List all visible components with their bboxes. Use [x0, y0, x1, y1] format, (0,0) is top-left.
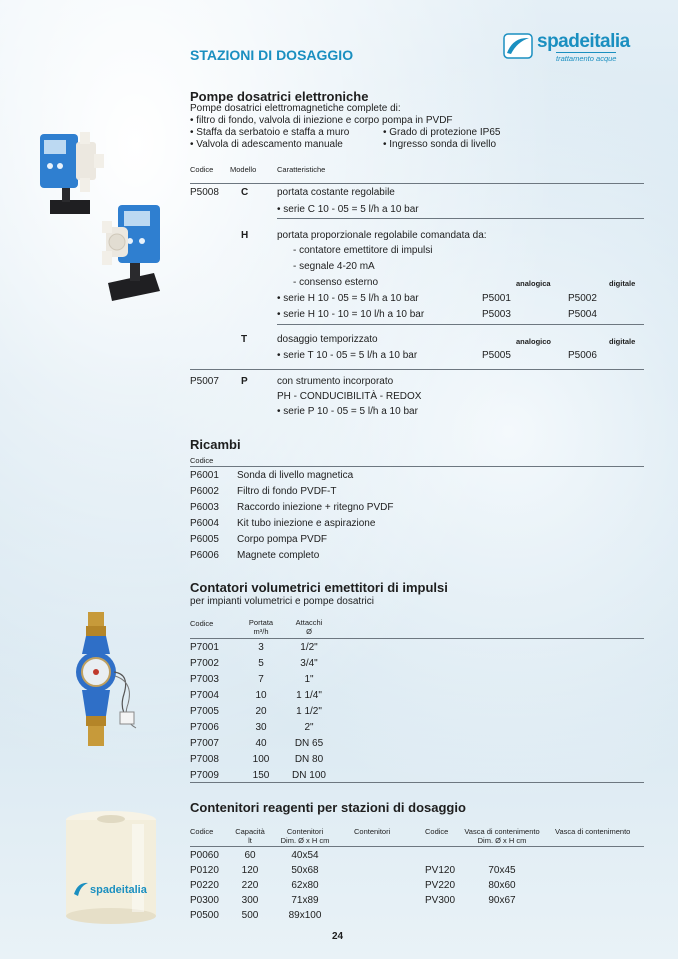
pump-code: P5008 — [190, 187, 219, 198]
col-header-contenitori-2: Contenitori — [354, 827, 391, 836]
page-title: STAZIONI DI DOSAGGIO — [190, 47, 354, 63]
meters-subtitle: per impianti volumetrici e pompe dosatrici — [190, 596, 374, 607]
meter-code: P7008 — [190, 754, 219, 765]
pumps-feature: • Staffa da serbatoio e staffa a muro — [190, 127, 350, 138]
pump-code-digital: P5002 — [568, 293, 597, 304]
col-header-modello: Modello — [230, 165, 257, 174]
basin-code: PV220 — [425, 880, 456, 891]
container-capacity: 500 — [241, 910, 259, 921]
meters-section-title: Contatori volumetrici emettitori di impulsi — [190, 580, 448, 595]
pump-image-2 — [100, 201, 166, 303]
divider — [190, 782, 644, 783]
meter-code: P7009 — [190, 770, 219, 781]
divider — [190, 369, 644, 370]
spare-desc: Magnete completo — [237, 550, 320, 561]
divider — [190, 183, 644, 184]
container-capacity: 300 — [241, 895, 259, 906]
meter-code: P7002 — [190, 658, 219, 669]
logo-wave-icon — [503, 33, 533, 59]
container-code: P0060 — [190, 850, 219, 861]
pump-feature-line: portata costante regolabile — [277, 187, 395, 198]
meter-portata: 20 — [255, 706, 267, 717]
col-header-codice: Codice — [190, 619, 214, 628]
col-header-codice-2: Codice — [425, 827, 449, 836]
meter-portata: 40 — [255, 738, 267, 749]
analog-label: analogica — [516, 279, 551, 288]
meter-portata: 5 — [258, 658, 264, 669]
basin-dimension: 70x45 — [488, 865, 516, 876]
meter-attacchi: 1 1/2" — [296, 706, 322, 717]
col-header-caratteristiche: Caratteristiche — [277, 165, 326, 174]
spares-section-title: Ricambi — [190, 437, 241, 452]
pump-feature-line: - segnale 4-20 mA — [293, 261, 375, 272]
pump-code-analog: P5005 — [482, 350, 511, 361]
col-header-capacita: Capacità lt — [235, 827, 265, 845]
spare-desc: Filtro di fondo PVDF-T — [237, 486, 337, 497]
pump-image-1 — [36, 128, 106, 220]
pumps-feature: • Valvola di adescamento manuale — [190, 139, 343, 150]
pump-code-analog: P5001 — [482, 293, 511, 304]
meter-portata: 7 — [258, 674, 264, 685]
meter-portata: 10 — [255, 690, 267, 701]
pump-model: C — [241, 187, 249, 198]
col-header-codice: Codice — [190, 456, 214, 465]
spare-code: P6005 — [190, 534, 219, 545]
analog-label: analogico — [516, 337, 552, 346]
tank-logo-text: spadeitalia — [90, 884, 147, 896]
meter-attacchi: 1/2" — [300, 642, 318, 653]
spare-desc: Kit tubo iniezione e aspirazione — [237, 518, 376, 529]
basin-code: PV300 — [425, 895, 456, 906]
pump-code-analog: P5003 — [482, 309, 511, 320]
pump-code: P5007 — [190, 376, 219, 387]
brand-name: spadeitalia — [537, 31, 630, 52]
container-code: P0300 — [190, 895, 219, 906]
pumps-feature: • Ingresso sonda di livello — [383, 139, 497, 150]
pump-model: H — [241, 230, 249, 241]
spare-code: P6001 — [190, 470, 219, 481]
basin-code: PV120 — [425, 865, 456, 876]
spare-desc: Corpo pompa PVDF — [237, 534, 328, 545]
meter-attacchi: 1 1/4" — [296, 690, 322, 701]
container-code: P0220 — [190, 880, 219, 891]
pump-series: • serie C 10 - 05 = 5 l/h a 10 bar — [277, 204, 419, 215]
container-dimension: 71x89 — [291, 895, 319, 906]
col-header-codice: Codice — [190, 827, 214, 836]
meter-code: P7005 — [190, 706, 219, 717]
spare-desc: Sonda di livello magnetica — [237, 470, 354, 481]
pump-feature-line: portata proporzionale regolabile comandata da: — [277, 230, 487, 241]
col-header-vasca-2: Vasca di contenimento — [555, 827, 631, 836]
divider — [190, 466, 644, 467]
col-header-attacchi: Attacchi Ø — [295, 618, 323, 636]
pump-feature-line: dosaggio temporizzato — [277, 334, 378, 345]
pump-feature-line: PH - CONDUCIBILITÀ - REDOX — [277, 391, 422, 402]
pump-feature-line: - contatore emettitore di impulsi — [293, 245, 433, 256]
pumps-intro: Pompe dosatrici elettromagnetiche complete di: — [190, 103, 401, 114]
meter-attacchi: 3/4" — [300, 658, 318, 669]
meter-code: P7004 — [190, 690, 219, 701]
meter-portata: 100 — [252, 754, 270, 765]
pumps-section-title: Pompe dosatrici elettroniche — [190, 89, 369, 104]
container-dimension: 40x54 — [291, 850, 319, 861]
spare-code: P6002 — [190, 486, 219, 497]
pump-series: • serie H 10 - 10 = 10 l/h a 10 bar — [277, 309, 425, 320]
divider — [190, 638, 644, 639]
meter-portata: 150 — [252, 770, 270, 781]
container-code: P0120 — [190, 865, 219, 876]
container-dimension: 50x68 — [291, 865, 319, 876]
pump-model: P — [241, 376, 248, 387]
brand-logo — [503, 31, 653, 65]
spare-code: P6003 — [190, 502, 219, 513]
col-header-codice: Codice — [190, 165, 214, 174]
col-header-portata: Portata m³/h — [248, 618, 274, 636]
pump-feature-line: con strumento incorporato — [277, 376, 394, 387]
water-meter-image — [74, 612, 146, 754]
digital-label: digitale — [609, 279, 636, 288]
container-dimension: 62x80 — [291, 880, 319, 891]
pump-feature-line: - consenso esterno — [293, 277, 379, 288]
divider — [277, 218, 644, 219]
container-capacity: 220 — [241, 880, 259, 891]
meter-attacchi: DN 65 — [294, 738, 324, 749]
meter-portata: 3 — [258, 642, 264, 653]
pumps-feature: • filtro di fondo, valvola di iniezione e corpo pompa in PVDF — [190, 115, 453, 126]
col-header-contenitori: Contenitori Dim. Ø x H cm — [280, 827, 330, 845]
pump-series: • serie P 10 - 05 = 5 l/h a 10 bar — [277, 406, 418, 417]
pump-series: • serie H 10 - 05 = 5 l/h a 10 bar — [277, 293, 419, 304]
container-code: P0500 — [190, 910, 219, 921]
container-capacity: 60 — [244, 850, 256, 861]
reagent-tank-image — [60, 808, 162, 926]
divider — [190, 846, 644, 847]
pump-model: T — [241, 334, 248, 345]
meter-attacchi: 2" — [304, 722, 314, 733]
container-dimension: 89x100 — [288, 910, 322, 921]
spare-code: P6006 — [190, 550, 219, 561]
digital-label: digitale — [609, 337, 636, 346]
divider — [277, 324, 644, 325]
pump-series: • serie T 10 - 05 = 5 l/h a 10 bar — [277, 350, 418, 361]
pumps-feature: • Grado di protezione IP65 — [383, 127, 501, 138]
pump-code-digital: P5004 — [568, 309, 597, 320]
col-header-vasca: Vasca di contenimento Dim. Ø x H cm — [464, 827, 540, 845]
meter-attacchi: 1" — [304, 674, 314, 685]
meter-attacchi: DN 80 — [294, 754, 324, 765]
basin-dimension: 90x67 — [488, 895, 516, 906]
meter-code: P7006 — [190, 722, 219, 733]
meter-attacchi: DN 100 — [292, 770, 326, 781]
pump-code-digital: P5006 — [568, 350, 597, 361]
basin-dimension: 80x60 — [488, 880, 516, 891]
meter-code: P7003 — [190, 674, 219, 685]
meter-code: P7007 — [190, 738, 219, 749]
page-number: 24 — [332, 931, 344, 942]
container-capacity: 120 — [241, 865, 259, 876]
spare-code: P6004 — [190, 518, 219, 529]
meter-portata: 30 — [255, 722, 267, 733]
meter-code: P7001 — [190, 642, 219, 653]
brand-tagline: trattamento acque — [556, 54, 617, 63]
spare-desc: Raccordo iniezione + ritegno PVDF — [237, 502, 394, 513]
containers-section-title: Contenitori reagenti per stazioni di dosaggio — [190, 800, 466, 815]
